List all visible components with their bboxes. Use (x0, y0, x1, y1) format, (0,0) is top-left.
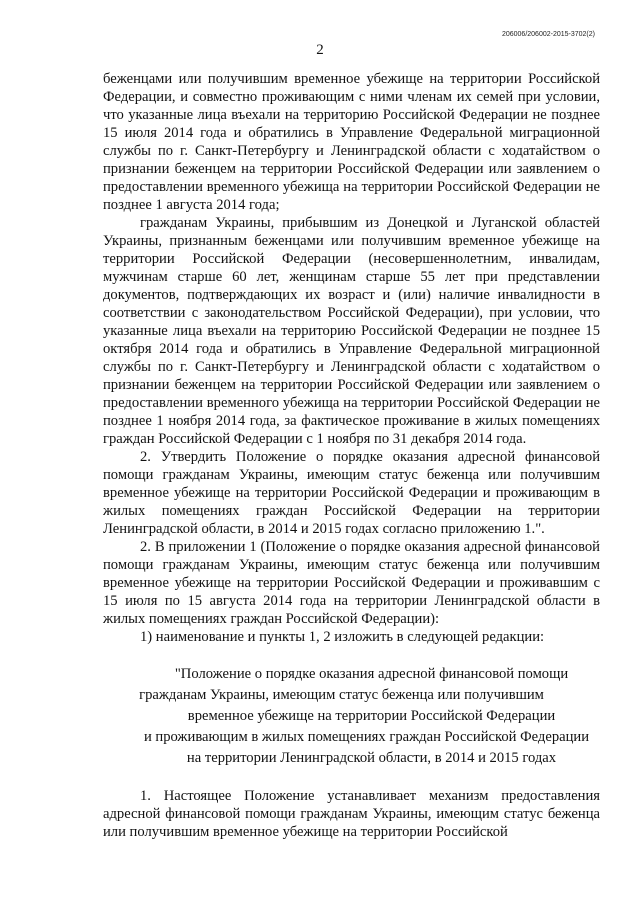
regulation-title-line: на территории Ленинградской области, в 2014 и 2015 годах (186, 750, 557, 766)
document-reference-number: 206006/206002-2015-3702(2) (501, 31, 595, 38)
paragraph-refugees-continued: беженцами или получившим временное убежище на территории Российской Федерации, и совместно проживающим с ними членам их семей при условии, что указанные лица въехали на территорию Российской Федерации не позднее 15 июля 2014 года и обратились в Управление Федеральной миграционной службы по г. Санкт-Петербургу и Ленинградской области с ходатайством о признании беженцем на территории Российской Федерации или заявлением о предоставлении временного убежища на территории Российской Федерации не позднее 1 августа 2014 года; (103, 71, 600, 213)
paragraph-approve-regulation: 2. Утвердить Положение о порядке оказания адресной финансовой помощи гражданам Украины, имеющим статус беженца или получившим временное убежище на территории Российской Федерации и проживающим в жилых помещениях граждан Российской Федерации на территории Ленинградской области, в 2014 и 2015 годах согласно приложению 1.". (103, 449, 600, 537)
paragraph-wording-change: 1) наименование и пункты 1, 2 изложить в следующей редакции: (140, 629, 545, 645)
paragraph-donetsk-lugansk: гражданам Украины, прибывшим из Донецкой и Луганской областей Украины, признанным беженцами или получившим временное убежище на территории Российской Федерации (несовершеннолетним, инвалидам, мужчинам старше 60 лет, женщинам старше 55 лет при представлении документов, подтверждающих их возраст и (или) наличие инвалидности в соответствии с законодательством Российской Федерации), при условии, что указанные лица въехали на территорию Российской Федерации не позднее 15 октября 2014 года и обратились в Управление Федеральной миграционной службы по г. Санкт-Петербургу и Ленинградской области с ходатайством о признании беженцем на территории Российской Федерации или заявлением о предоставлении временного убежища на территории Российской Федерации не позднее 1 ноября 2014 года, за фактическое проживание в жилых помещениях граждан Российской Федерации с 1 ноября по 31 декабря 2014 года. (103, 215, 600, 447)
page-number: 2 (316, 42, 324, 58)
paragraph-regulation-point-1: 1. Настоящее Положение устанавливает механизм предоставления адресной финансовой помощи гражданам Украины, имеющим статус беженца или получившим временное убежище на территории Российской (103, 788, 600, 840)
paragraph-appendix-1: 2. В приложении 1 (Положение о порядке оказания адресной финансовой помощи гражданам Украины, имеющим статус беженца или получившим временное убежище на территории Российской Федерации и проживавшим с 15 июля по 15 августа 2014 года на территории Ленинградской области в жилых помещениях граждан Российской Федерации): (103, 539, 600, 627)
regulation-title-line: гражданам Украины, имеющим статус беженца или получившим (139, 687, 544, 703)
regulation-title-line: "Положение о порядке оказания адресной финансовой помощи (174, 666, 569, 682)
document-body (103, 70, 600, 841)
regulation-title-line: временное убежище на территории Российской Федерации (187, 708, 556, 724)
regulation-title-line: и проживающим в жилых помещениях граждан Российской Федерации (143, 729, 590, 745)
regulation-title (103, 664, 600, 769)
